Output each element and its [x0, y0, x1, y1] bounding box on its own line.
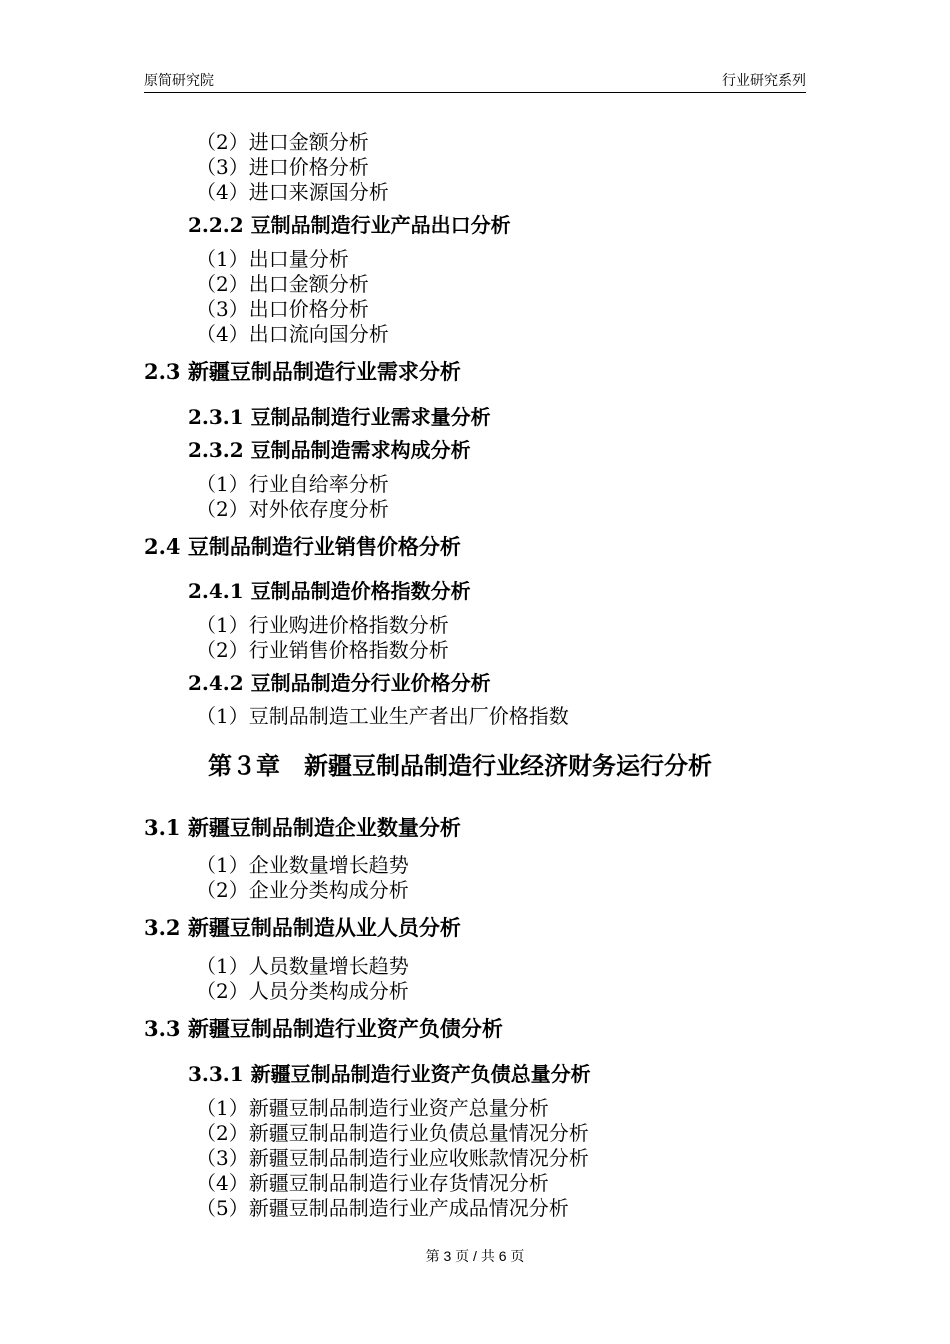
toc-item: （2）新疆豆制品制造行业负债总量情况分析: [196, 1121, 589, 1145]
toc-section: 2.3 新疆豆制品制造行业需求分析: [144, 359, 461, 384]
toc-item: （5）新疆豆制品制造行业产成品情况分析: [196, 1196, 569, 1220]
toc-chapter: 第３章 新疆豆制品制造行业经济财务运行分析: [208, 751, 712, 780]
toc-item: （2）企业分类构成分析: [196, 878, 409, 902]
toc-subsection: 2.4.2 豆制品制造分行业价格分析: [188, 671, 491, 695]
toc-item: （1）行业自给率分析: [196, 472, 389, 496]
toc-subsection: 2.3.2 豆制品制造需求构成分析: [188, 438, 471, 462]
toc-item: （1）出口量分析: [196, 247, 349, 271]
toc-item: （2）对外依存度分析: [196, 497, 389, 521]
page-header: [144, 70, 806, 93]
toc-item: （2）进口金额分析: [196, 130, 369, 154]
toc-item: （3）出口价格分析: [196, 297, 369, 321]
toc-section: 3.2 新疆豆制品制造从业人员分析: [144, 915, 461, 940]
page-number-footer: 第 3 页 / 共 6 页: [425, 1248, 525, 1264]
toc-subsection: 2.4.1 豆制品制造价格指数分析: [188, 579, 471, 603]
toc-item: （1）豆制品制造工业生产者出厂价格指数: [196, 704, 569, 728]
toc-item: （3）进口价格分析: [196, 155, 369, 179]
toc-item: （1）企业数量增长趋势: [196, 853, 409, 877]
toc-subsection: 2.3.1 豆制品制造行业需求量分析: [188, 405, 491, 429]
toc-section: 2.4 豆制品制造行业销售价格分析: [144, 534, 461, 559]
toc-item: （2）人员分类构成分析: [196, 979, 409, 1003]
toc-section: 3.3 新疆豆制品制造行业资产负债分析: [144, 1016, 503, 1041]
toc-item: （1）人员数量增长趋势: [196, 954, 409, 978]
header-series-name: 行业研究系列: [722, 72, 806, 88]
header-org-name: 原简研究院: [144, 72, 214, 88]
toc-item: （2）出口金额分析: [196, 272, 369, 296]
toc-item: （4）进口来源国分析: [196, 180, 389, 204]
toc-item: （1）新疆豆制品制造行业资产总量分析: [196, 1096, 549, 1120]
toc-section: 3.1 新疆豆制品制造企业数量分析: [144, 815, 461, 840]
toc-item: （3）新疆豆制品制造行业应收账款情况分析: [196, 1146, 589, 1170]
toc-subsection: 2.2.2 豆制品制造行业产品出口分析: [188, 213, 511, 237]
toc-item: （2）行业销售价格指数分析: [196, 638, 449, 662]
toc-item: （4）新疆豆制品制造行业存货情况分析: [196, 1171, 549, 1195]
toc-item: （4）出口流向国分析: [196, 322, 389, 346]
toc-subsection: 3.3.1 新疆豆制品制造行业资产负债总量分析: [188, 1062, 591, 1086]
toc-item: （1）行业购进价格指数分析: [196, 613, 449, 637]
